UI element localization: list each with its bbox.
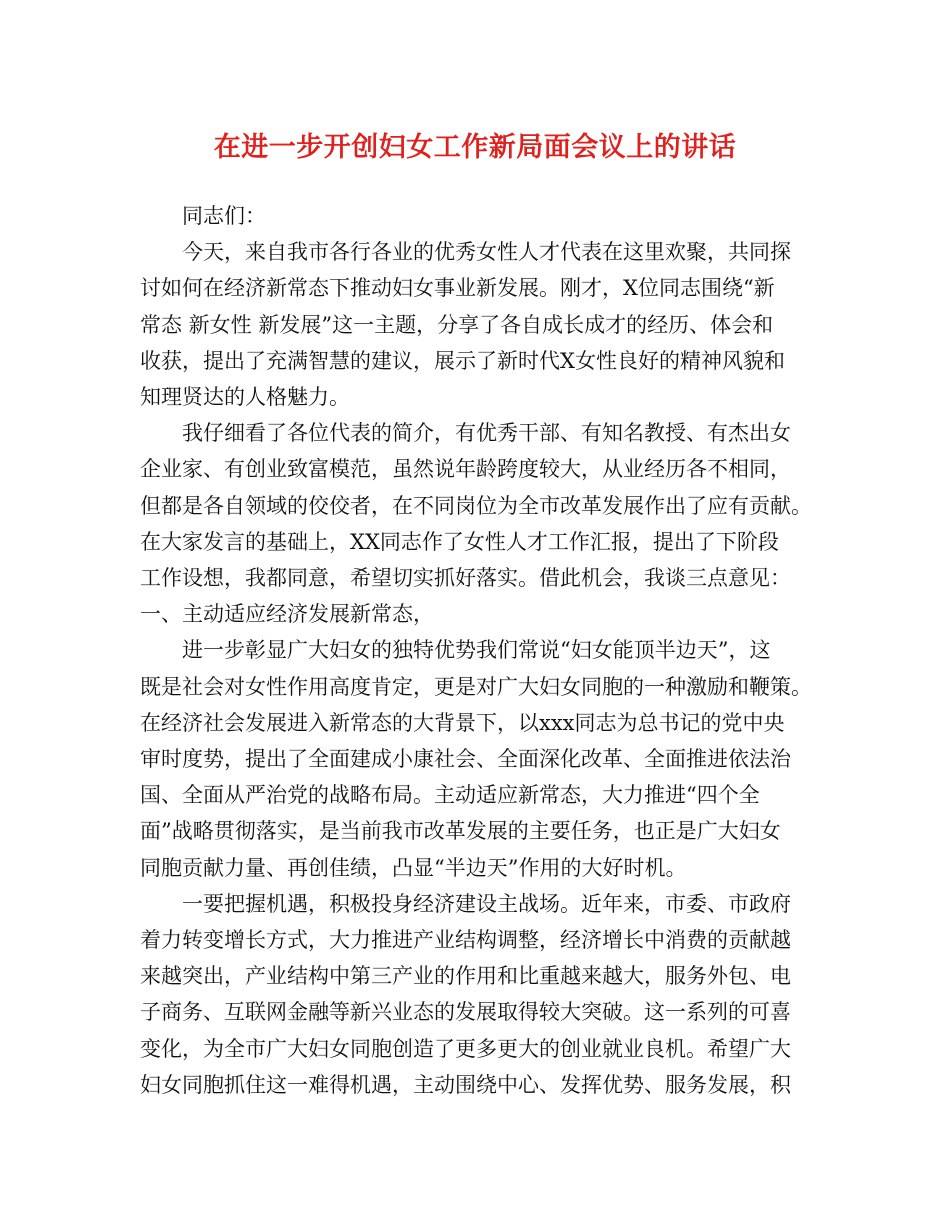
paragraph [140, 886, 820, 1103]
paragraph [140, 596, 820, 632]
text-line: 一要把握机遇，积极投身经济建设主战场。近年来，市委、市政府 [182, 891, 791, 916]
text-line: 今天，来自我市各行各业的优秀女性人才代表在这里欢聚，共同探 [182, 240, 791, 265]
text-line: 变化，为全市广大妇女同胞创造了更多更大的创业就业良机。希望广大 [140, 1036, 791, 1061]
text-line: 来越突出，产业结构中第三产业的作用和比重越来越大，服务外包、电 [140, 964, 791, 989]
text-line: 既是社会对女性作用高度肯定，更是对广大妇女同胞的一种激励和鞭策。 [140, 674, 812, 699]
text-line: 企业家、有创业致富模范，虽然说年龄跨度较大，从业经历各不相同， [140, 457, 791, 482]
paragraph [140, 198, 820, 234]
text-line: 常态 新女性 新发展”这一主题，分享了各自成长成才的经历、体会和 [140, 312, 774, 337]
document-body [140, 198, 820, 1103]
text-line: 国、全面从严治党的战略布局。主动适应新常态，大力推进“四个全 [140, 783, 760, 808]
text-line: 审时度势，提出了全面建成小康社会、全面深化改革、全面推进依法治 [140, 747, 791, 772]
text-line: 我仔细看了各位代表的简介，有优秀干部、有知名教授、有杰出女 [182, 421, 791, 446]
paragraph [140, 632, 820, 885]
text-line: 同志们： [182, 204, 266, 228]
text-line: 面”战略贯彻落实，是当前我市改革发展的主要任务，也正是广大妇女 [140, 819, 781, 844]
text-line: 讨如何在经济新常态下推动妇女事业新发展。刚才，X位同志围绕“新 [140, 276, 775, 301]
text-line: 工作设想，我都同意，希望切实抓好落实。借此机会，我谈三点意见： [140, 566, 791, 591]
text-line: 进一步彰显广大妇女的独特优势我们常说“妇女能顶半边天”，这 [182, 638, 771, 663]
text-line: 在大家发言的基础上，XX同志作了女性人才工作汇报，提出了下阶段 [140, 529, 779, 554]
text-line: 收获，提出了充满智慧的建议，展示了新时代X女性良好的精神风貌和 [140, 348, 785, 373]
text-line: 同胞贡献力量、再创佳绩，凸显“半边天”作用的大好时机。 [140, 855, 687, 880]
text-line: 着力转变增长方式，大力推进产业结构调整，经济增长中消费的贡献越 [140, 928, 791, 953]
text-line: 妇女同胞抓住这一难得机遇，主动围绕中心、发挥优势、服务发展，积 [140, 1072, 791, 1097]
paragraph [140, 415, 820, 596]
text-line: 但都是各自领域的佼佼者，在不同岗位为全市改革发展作出了应有贡献。 [140, 493, 812, 518]
text-line: 一、主动适应经济发展新常态， [140, 602, 434, 627]
text-line: 子商务、互联网金融等新兴业态的发展取得较大突破。这一系列的可喜 [140, 1000, 791, 1025]
text-line: 知理贤达的人格魅力。 [140, 385, 350, 410]
document-title: 在进一步开创妇女工作新局面会议上的讲话 [213, 132, 737, 163]
paragraph [140, 234, 820, 415]
text-line: 在经济社会发展进入新常态的大背景下，以xxx同志为总书记的党中央 [140, 710, 785, 735]
